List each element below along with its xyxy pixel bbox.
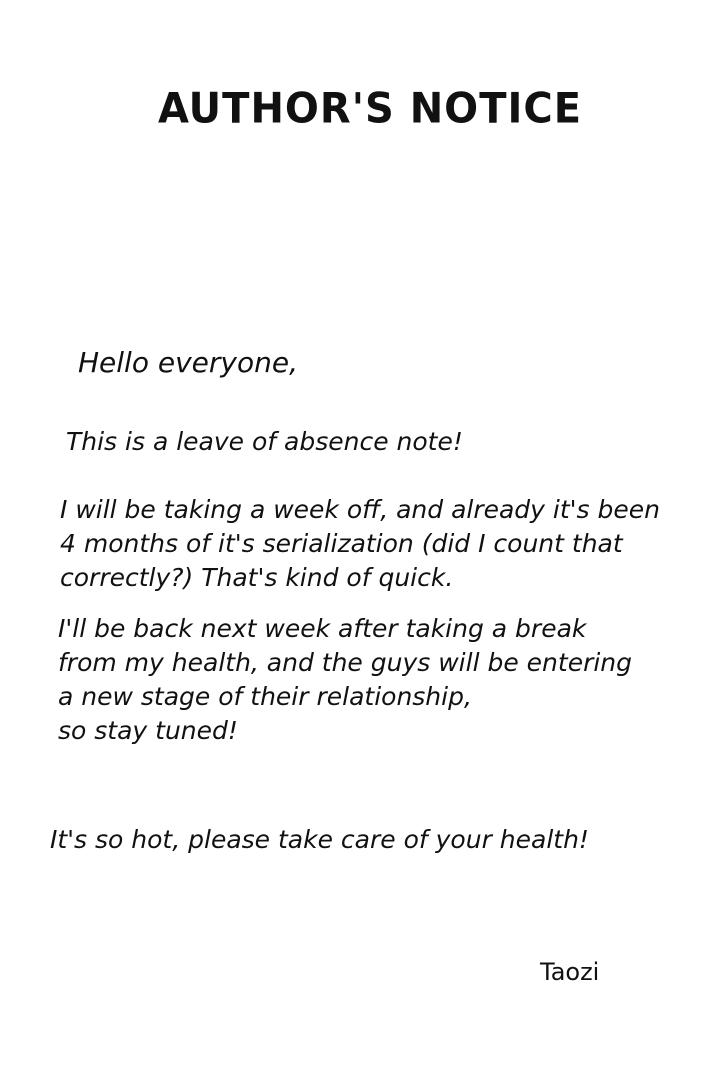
paragraph-leave <box>60 493 660 595</box>
paragraph-line: so stay tuned! <box>58 716 238 745</box>
greeting-text: Hello everyone, <box>78 346 298 379</box>
intro-text: This is a leave of absence note! <box>66 427 463 456</box>
paragraph-line: I'll be back next week after taking a break <box>58 614 587 643</box>
paragraph-line: correctly?) That's kind of quick. <box>60 563 454 592</box>
paragraph-return <box>58 612 632 748</box>
paragraph-line: from my health, and the guys will be entering <box>58 648 633 677</box>
closing-text: It's so hot, please take care of your health! <box>50 825 589 854</box>
author-signature: Taozi <box>540 958 600 986</box>
paragraph-line: I will be taking a week off, and already it's been <box>60 495 660 524</box>
paragraph-line: a new stage of their relationship, <box>58 682 472 711</box>
paragraph-line: 4 months of it's serialization (did I count that <box>60 529 623 558</box>
page-title: AUTHOR'S NOTICE <box>157 84 583 134</box>
